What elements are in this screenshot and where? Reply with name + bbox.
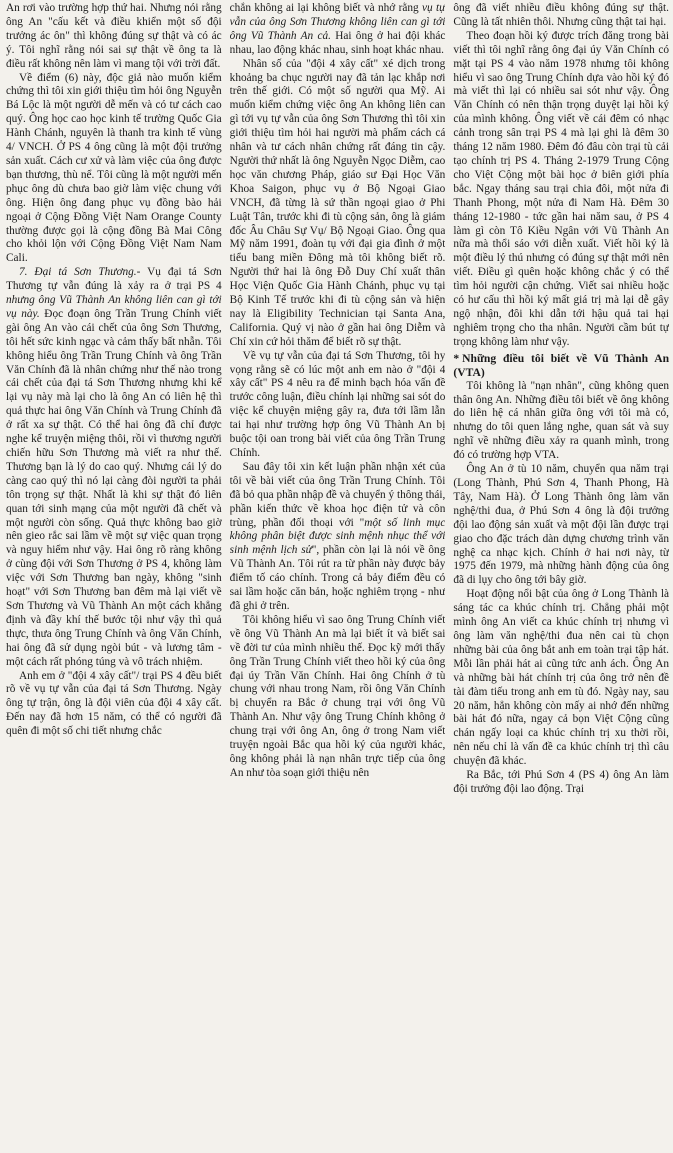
column-middle (230, 2, 446, 1153)
star-bullet-icon: * (453, 351, 460, 365)
paragraph: ông đã viết nhiều điều không đúng sự thật. Cũng là tất nhiên thôi. Nhưng cũng thật tai hại. (453, 2, 670, 28)
emphasis-text: một số linh mục không phân biệt được sinh mệnh nhục thể với sinh mệnh lịch sử (229, 516, 446, 557)
paragraph: Theo đoạn hồi ký được trích đăng trong bài viết thì tôi nghĩ rằng ông đại úy Văn Chính có mặt tại PS 4 vào năm 1978 nhưng tôi không hiểu vì sao ông Trung Chính dựa vào hồi ký đó mà viết thì lại có nhiều sai sót như vậy. Ông Văn Chính có nên thận trọng duyệt lại hồi ký của mình không. Ông viết về cái đêm có nhạc cảnh trong sân trại PS 4 mà lại ghi là đêm 30 tháng 12 năm 1980. Đêm đó đâu còn trại tù cải tạo chính trị PS 4. Tháng 2-1979 Trung Cộng cho Việt Cộng một bài học ở biên giới phía bắc. Ngay tháng sau trại chia đôi, một nửa đi Thanh Phong, một nửa đi Nam Hà. Đêm 30 tháng 12-1980 - tức gần hai năm sau, ở PS 4 làm gì còn Tô Kiều Ngân với Vũ Thành An nữa mà thổi sáo với diễn xuất. Viết hồi ký là một điều lý thú nhưng có đúng sự thật mới nên viết. Điều gì quên hoặc không chắc ý có thể tìm hỏi người cận chứng. Viết sai nhiều hoặc có hư cấu thì hồi ký mất giá trị mà lại dễ gây ngộ nhận, đôi khi dẫn tới hậu quả tai hại nghiêm trọng cho tha nhân. Người cầm bút tự trọng không làm như vậy. (453, 29, 670, 348)
paragraph: 7. Đại tá Sơn Thương.- Vụ đại tá Sơn Thương tự vẫn đúng là xảy ra ở trại PS 4 nhưng ông Vũ Thành An không liên can gì tới vụ này. Đọc đoạn ông Trần Trung Chính viết gài ông An vào cái chết của ông Sơn Thương, tôi hết sức kinh ngạc và cảm thấy bất nhẫn. Tôi không hiểu ông Trần Trung Chính và ông Trần Văn Chính đã là nhân chứng như thế nào trong cái chết của đại tá Sơn Thương nhưng khi kể lại vụ này mà lại cho là ông An có liên hệ thì quả thực hai ông Văn Chính và Trung Chính đã ở rất xa sự thật. Có thể hai ông đã chỉ được nghe kể truyện miệng thôi, rồi vì thương người chiến hữu Sơn Thương mà viết ra như thế. Thương bạn là lý do cao quý. Nhưng cái lý do càng cao quý thì nó lại càng đòi người ta phải tôn trọng sự thật. Nhất là khi sự thật đó liên quan tới sinh mạng của một người đã chết và một người còn sống. Quả thực không bao giờ nên gieo rắc sai lầm về một sự việc quan trọng và nguy hiểm như vậy. Hai ông rõ ràng không ở cùng đội với Sơn Thương ở PS 4, không làm việc với Sơn Thương ban ngày, không "sinh hoạt" với Sơn Thương ban đêm mà lại viết về Sơn Thương và Vũ Thành An một cách khẳng định và đầy khí thế bước tội như vậy thì quả thực, thưa ông Trung Chính và ông Văn Chính, hai ông đã sử dụng ngòi bút - và lương tâm - một cách rất phóng túng và vô trách nhiệm. (6, 266, 222, 668)
paragraph: Anh em ở "đội 4 xây cất"/ trại PS 4 đều biết rõ về vụ tự vẫn của đại tá Sơn Thương. Ngày ông tự trận, ông là đội viên của đội 4 xây cất. Đến nay đã hơn 15 năm, có thể có người đã quên đi một số chi tiết nhưng chắc (6, 669, 222, 738)
paragraph: chắn không ai lại không biết và nhớ rằng vụ tự vẫn của ông Sơn Thương không liên can gì tới ông Vũ Thành An cả. Hai ông ở hai đội khác nhau, lao động khác nhau, sinh hoạt khác nhau. (229, 2, 446, 56)
column-right (453, 2, 669, 1153)
column-left (6, 2, 222, 1153)
emphasis-text: vụ tự vẫn của ông Sơn Thương không liên can gì tới ông Vũ Thành An cả. (229, 2, 446, 42)
section-heading: * Những điều tôi biết về Vũ Thành An (VTA) (453, 351, 670, 379)
paragraph: Hoạt động nổi bật của ông ở Long Thành là sáng tác ca khúc chính trị. Chẳng phải một mình ông An viết ca khúc chính trị nhưng vì ông làm văn nghệ/thi đua nên cai tù chọn những bài của ông bắt anh em toàn trại tập hát. Mỗi lần phải hát ai cũng tức anh ách. Ông An và những bài hát chính trị của ông trở nên đề tài đàm tiếu trong anh em tù đó. Ngày nay, sau 20 năm, hẳn không còn mấy ai nhớ đến những bài hát đó nữa, ngay cả bọn Việt Cộng cũng chán ngấy loại ca khúc chính trị xu thời rồi, nên nếu chỉ là vấn đề ca khúc chính trị thì câu chuyện đã khác. (453, 588, 670, 768)
paragraph: Ông An ở tù 10 năm, chuyển qua năm trại (Long Thành, Phú Sơn 4, Thanh Phong, Hà Tây, Nam Hà). Ở Long Thành ông làm văn nghệ/thi đua, ở Phú Sơn 4 ông là đội trưởng đội lao động sản xuất và một đội lần được trại giao cho đặc trách dàn dựng chương trình văn nghệ ca nhạc kịch. Chính ở hai nơi này, từ 1975 đến 1979, mà những hành động của ông đã di lụy cho ông tới bây giờ. (453, 463, 670, 587)
section-lead: 7. Đại tá Sơn Thương.- (19, 266, 141, 279)
emphasis-text: nhưng ông Vũ Thành An không liên can gì tới vụ này. (6, 294, 222, 320)
paragraph: Sau đây tôi xin kết luận phần nhận xét của tôi về bài viết của ông Trần Trung Chính. Tôi đã bỏ qua phần nhập đề và chuyển ý thông thái, phần kiến thức về khoa học điện tử và côn trùng, phần đối thoại với "một số linh mục không phân biệt được sinh mệnh nhục thể với sinh mệnh lịch sử", phần còn lại là nói về ông Vũ Thành An. Tôi rút ra từ phần này được bảy điểm tố cáo chính. Trong cả bảy điểm đều có sai lầm hoặc căn bản, hoặc nghiêm trọng - như đã ghi ở trên. (229, 460, 446, 612)
paragraph: Tôi không là "nạn nhân", cũng không quen thân ông An. Những điều tôi biết về ông không do liên hệ cá nhân giữa ông với tôi mà có, nhưng do tôi quen lắng nghe, quan sát và suy nghĩ về những điều xảy ra quanh mình, trong đó có trường hợp VTA. (453, 379, 670, 462)
paragraph: Nhân số của "đội 4 xây cất" xé dịch trong khoảng ba chục người nay đã tản lạc khắp nơi trên thế giới. Có một số người qua Mỹ. Ai muốn kiểm chứng việc ông An không liên can gì tới vụ tự vẫn của ông Sơn Thương thì tôi xin giới thiệu tìm hỏi hai người mà phẩm cách cá nhân và tư cách nhân chứng rất đáng tin cậy. Người thứ nhất là ông Nguyễn Ngọc Diễm, cao học văn chương Pháp, giáo sư Đại Học Văn Khoa Saigon, phục vụ ở Bộ Ngoại Giao VNCH, đã từng là sứ thần ngoại giao ở Phi Luật Tân, trước khi đi tù cộng sản, ông là giám đốc Âu Châu Sự Vụ/ Bộ Ngoại Giao. Ông qua Mỹ năm 1991, đoàn tụ với đại gia đình ở một tiểu bang miền Đông mà tôi không biết rõ. Người thứ hai là ông Đỗ Duy Chí xuất thân Học Viện Quốc Gia Hành Chánh, phục vụ tại Bộ Kinh Tế trước khi đi tù cộng sản và hiện nay là Eligibility Technician tại Santa Ana, California. Quý vị nào ở gần hai ông Diễm và Chí xin cứ hỏi thăm để biết rõ sự thật. (229, 57, 446, 348)
paragraph: An rơi vào trường hợp thứ hai. Nhưng nói rằng ông An "cấu kết và điều khiển một số đội trưởng ác ôn" thì không đúng sự thật và có ác ý. Tôi nghĩ rằng nói sai sự thật về ông ta là điều rất không nên làm vì mang tội với trời đất. (6, 2, 222, 70)
paragraph: Về vụ tự vẫn của đại tá Sơn Thương, tôi hy vọng rằng sẽ có lúc một anh em nào ở "đội 4 xây cất" PS 4 nêu ra để minh bạch hóa vấn đề trước công luận, điều chính lại những sai sót do việc kể chuyện miệng gây ra, đưa tới lầm lẫn tai hại như trường hợp ông Vũ Thành An bị buộc tội oan trong bài viết của ông Trần Trung Chính. (229, 349, 446, 459)
paragraph: Tôi không hiểu vì sao ông Trung Chính viết về ông Vũ Thành An mà lại biết ít và biết sai về đời tư của mình nhiều thế. Đọc kỹ mới thấy ông Trần Trung Chính viết theo hồi ký của ông đại úy Trần Văn Chính. Hai ông Chính ở tù chung với nhau trong Nam, rồi ông Văn Chính bị chuyển ra Bắc ở chung trại với ông Vũ Thành An. Như vậy ông Trung Chính không ở chung trại với ông An, ông ở trong Nam viết truyện ngoài Bắc qua hồi ký của người khác, ông không phải là nạn nhân trực tiếp của ông An như tòa soạn giới thiệu nên (229, 613, 446, 779)
paragraph: Về điểm (6) này, độc giả nào muốn kiểm chứng thì tôi xin giới thiệu tìm hỏi ông Nguyễn Bá Lộc là một người dễ mến và có tư cách cao quý. Ông học cao học kinh tế trường Quốc Gia Hành Chánh, nguyên là thanh tra kinh tế vùng 4/ VNCH. Ở PS 4 ông cũng là một đội trưởng sản xuất. Cách cư xử và làm việc của ông được bạn thương, thù nể. Tôi cũng là một người mến phục ông dù chưa bao giờ làm việc chung với ông. Hiện ông đang phục vụ đồng bào hải ngoại ở Cộng Đồng Việt Nam Orange County thường được gọi là cộng đồng Bà Mai Công cho khỏi lộn với Cộng Đồng Việt Nam Nam Cali. (6, 71, 222, 265)
paragraph: Ra Bắc, tới Phú Sơn 4 (PS 4) ông An làm đội trưởng đội lao động. Trại (453, 769, 670, 795)
